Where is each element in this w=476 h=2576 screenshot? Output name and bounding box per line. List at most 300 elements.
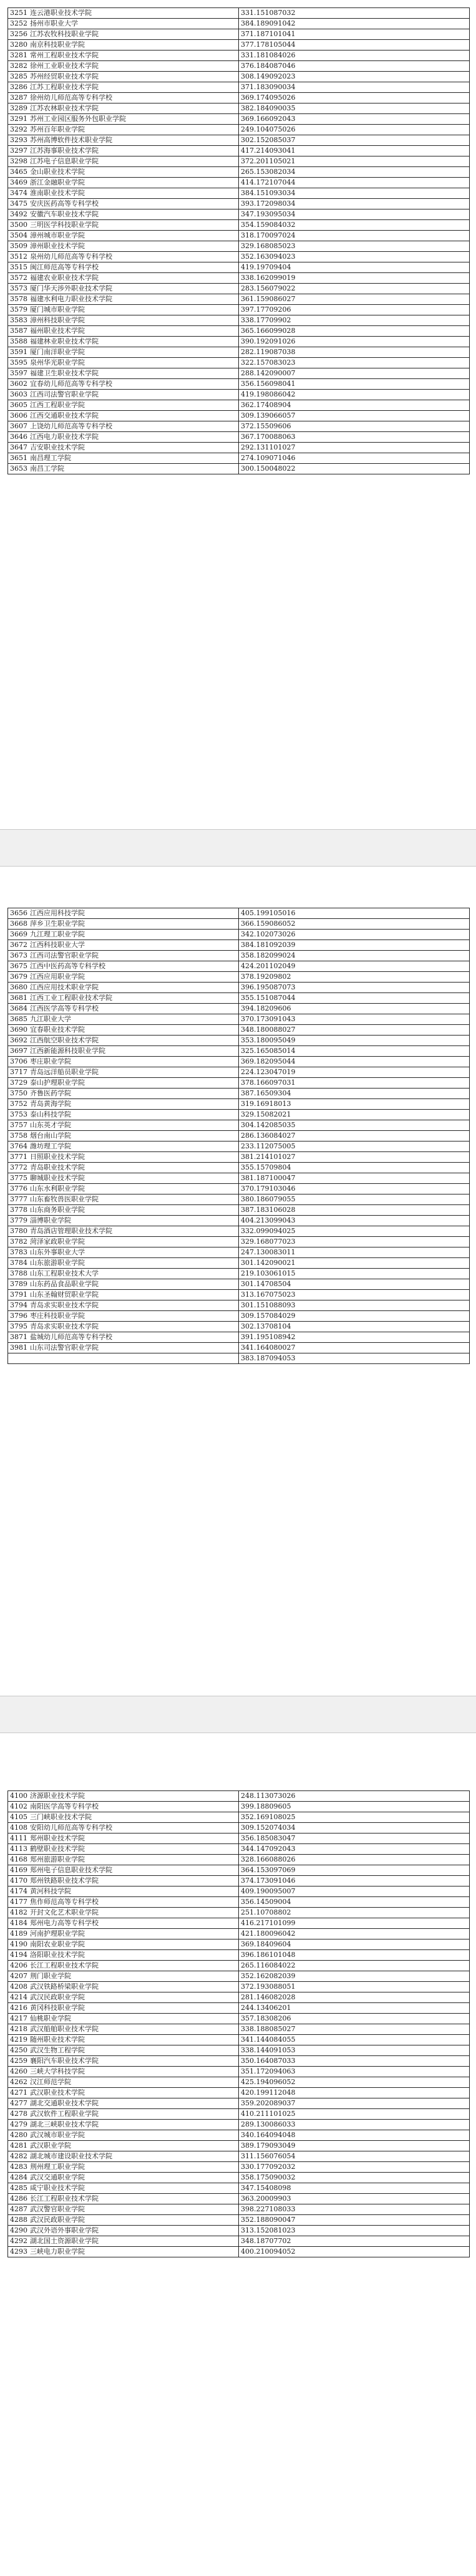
score-cell: 416.217101099 — [239, 1918, 470, 1929]
school-code: 3717 — [10, 1068, 27, 1076]
school-code: 4286 — [10, 2194, 27, 2203]
school-code: 3252 — [10, 19, 27, 27]
table-row — [8, 368, 470, 379]
school-name: 济源职业技术学院 — [30, 1792, 85, 1800]
school-cell — [8, 443, 239, 453]
school-name: 郑州职业技术学院 — [30, 1834, 85, 1842]
school-cell — [8, 1950, 239, 1961]
school-cell — [8, 284, 239, 294]
table-row — [8, 1184, 470, 1194]
school-cell — [8, 972, 239, 983]
score-cell: 357.18308206 — [239, 2014, 470, 2024]
school-cell — [8, 908, 239, 919]
school-name: 山东工程职业技术大学 — [30, 1269, 99, 1277]
score-cell: 353.180095049 — [239, 1036, 470, 1046]
school-cell — [8, 2130, 239, 2141]
school-name: 襄阳汽车职业技术学院 — [30, 2057, 99, 2065]
school-code: 3672 — [10, 941, 27, 949]
score-cell: 421.180096042 — [239, 1929, 470, 1939]
score-cell: 249.104075026 — [239, 125, 470, 135]
school-code: 3753 — [10, 1110, 27, 1118]
school-name: 上饶幼儿师范高等专科学校 — [30, 422, 112, 430]
school-code: 4262 — [10, 2078, 27, 2086]
school-code: 3706 — [10, 1057, 27, 1065]
school-code: 3515 — [10, 263, 27, 271]
school-name: 长江工程职业技术学院 — [30, 2194, 99, 2203]
table-row — [8, 1982, 470, 1992]
school-cell — [8, 1110, 239, 1120]
table-row — [8, 1300, 470, 1311]
table-row — [8, 2226, 470, 2236]
school-name: 潍坊理工学院 — [30, 1142, 71, 1150]
table-row — [8, 262, 470, 273]
school-cell — [8, 1194, 239, 1205]
school-name: 开封文化艺术职业学院 — [30, 1908, 99, 1916]
school-name: 江苏电子信息职业学院 — [30, 157, 99, 165]
score-cell: 311.156076054 — [239, 2151, 470, 2162]
score-cell: 318.170097024 — [239, 231, 470, 241]
score-cell: 424.201102049 — [239, 961, 470, 972]
score-cell: 417.214093041 — [239, 146, 470, 156]
school-cell — [8, 1269, 239, 1279]
table-row — [8, 1173, 470, 1184]
table-row — [8, 400, 470, 411]
school-name: 齐鲁医药学院 — [30, 1089, 71, 1097]
school-cell — [8, 1226, 239, 1237]
school-cell — [8, 379, 239, 390]
school-name: 青岛求实职业技术学院 — [30, 1322, 99, 1330]
score-cell: 281.146082028 — [239, 1992, 470, 2003]
school-name: 仙桃职业学院 — [30, 2014, 71, 2022]
school-code: 4170 — [10, 1877, 27, 1885]
school-code: 3298 — [10, 157, 27, 165]
school-cell — [8, 464, 239, 474]
table-row — [8, 1992, 470, 2003]
table-row — [8, 93, 470, 103]
table-row — [8, 125, 470, 135]
school-name: 山东水利职业学院 — [30, 1185, 85, 1193]
school-name: 九江职业大学 — [30, 1015, 71, 1023]
school-cell — [8, 1908, 239, 1918]
school-code: 3782 — [10, 1238, 27, 1246]
table-row — [8, 1802, 470, 1812]
school-name: 武汉铁路桥梁职业学院 — [30, 1982, 99, 1991]
school-cell — [8, 1300, 239, 1311]
score-cell: 329.168077023 — [239, 1237, 470, 1247]
school-name: 三门峡职业技术学院 — [30, 1813, 92, 1821]
school-code: 4278 — [10, 2110, 27, 2118]
school-cell — [8, 961, 239, 972]
school-cell — [8, 1812, 239, 1823]
school-name: 江苏农牧科技职业学院 — [30, 30, 99, 38]
table-row — [8, 2098, 470, 2109]
school-name: 湖北交通职业技术学院 — [30, 2099, 99, 2107]
score-cell: 372.193088051 — [239, 1982, 470, 1992]
school-code: 4169 — [10, 1866, 27, 1874]
table-row — [8, 2130, 470, 2141]
score-cell: 338.144091053 — [239, 2045, 470, 2056]
table-row — [8, 2035, 470, 2045]
table-row — [8, 1067, 470, 1078]
school-name: 武汉民政职业学院 — [30, 2216, 85, 2224]
school-cell — [8, 1833, 239, 1844]
school-cell — [8, 2226, 239, 2236]
score-cell: 363.20009903 — [239, 2194, 470, 2204]
table-row — [8, 2194, 470, 2204]
school-code: 3668 — [10, 920, 27, 928]
school-cell — [8, 2120, 239, 2130]
school-cell — [8, 135, 239, 146]
school-code: 4293 — [10, 2247, 27, 2256]
score-cell: 301.14708504 — [239, 1279, 470, 1290]
score-cell: 419.198086042 — [239, 390, 470, 400]
score-cell: 302.152085037 — [239, 135, 470, 146]
school-code: 4217 — [10, 2014, 27, 2022]
school-cell — [8, 1279, 239, 1290]
score-cell: 308.149092023 — [239, 72, 470, 82]
school-cell — [8, 1057, 239, 1067]
score-cell: 248.113073026 — [239, 1791, 470, 1802]
table-row — [8, 940, 470, 951]
school-name: 江苏农林职业技术学院 — [30, 104, 99, 112]
school-cell — [8, 2151, 239, 2162]
school-code: 3292 — [10, 125, 27, 133]
table-row — [8, 1089, 470, 1099]
score-cell: 352.188090047 — [239, 2215, 470, 2226]
score-cell: 369.166092043 — [239, 114, 470, 125]
table-row — [8, 273, 470, 284]
school-cell — [8, 2088, 239, 2098]
school-name: 闽江师范高等专科学校 — [30, 263, 99, 271]
school-cell — [8, 1865, 239, 1876]
school-code: 3794 — [10, 1301, 27, 1309]
score-cell: 244.13406201 — [239, 2003, 470, 2014]
school-name: 山东英才学院 — [30, 1121, 71, 1129]
score-cell: 358.182099024 — [239, 951, 470, 961]
school-cell — [8, 273, 239, 284]
score-cell: 383.187094053 — [239, 1353, 470, 1364]
school-name: 湖北城市建设职业技术学院 — [30, 2152, 112, 2160]
score-cell: 358.175090032 — [239, 2173, 470, 2183]
score-cell: 369.174095026 — [239, 93, 470, 103]
table-row — [8, 2077, 470, 2088]
school-code: 3757 — [10, 1121, 27, 1129]
school-code: 3579 — [10, 305, 27, 314]
school-code: 3871 — [10, 1333, 27, 1341]
school-cell — [8, 1353, 239, 1364]
school-cell — [8, 1089, 239, 1099]
school-cell — [8, 453, 239, 464]
score-cell: 283.156079022 — [239, 284, 470, 294]
school-name: 浙江金融职业学院 — [30, 178, 85, 186]
table-row — [8, 1322, 470, 1332]
school-name: 江西司法警官职业学院 — [30, 390, 99, 398]
school-name: 山东药品食品职业学院 — [30, 1280, 99, 1288]
school-code: 4250 — [10, 2046, 27, 2054]
score-cell: 309.139066057 — [239, 411, 470, 421]
score-cell: 274.109071046 — [239, 453, 470, 464]
school-cell — [8, 2077, 239, 2088]
school-cell — [8, 337, 239, 347]
school-cell — [8, 220, 239, 231]
school-cell — [8, 167, 239, 178]
school-code: 3758 — [10, 1132, 27, 1140]
school-name: 泉州华光职业学院 — [30, 358, 85, 367]
school-name: 汉江师范学院 — [30, 2078, 71, 2086]
school-code: 4218 — [10, 2025, 27, 2033]
score-cell: 219.103061015 — [239, 1269, 470, 1279]
school-code: 3465 — [10, 168, 27, 176]
school-name: 郑州电力高等专科学校 — [30, 1919, 99, 1927]
score-cell: 372.201105021 — [239, 156, 470, 167]
school-cell — [8, 930, 239, 940]
school-name: 武汉民政职业学院 — [30, 1993, 85, 2001]
table-row — [8, 156, 470, 167]
score-cell: 304.142085035 — [239, 1120, 470, 1131]
score-cell: 372.15509606 — [239, 421, 470, 432]
school-code: 4168 — [10, 1855, 27, 1863]
school-code: 4284 — [10, 2173, 27, 2181]
school-cell — [8, 2247, 239, 2257]
score-cell: 344.147092043 — [239, 1844, 470, 1855]
score-cell: 396.195087073 — [239, 983, 470, 993]
score-cell: 376.184087046 — [239, 61, 470, 72]
school-name: 常州工程职业技术学院 — [30, 51, 99, 59]
school-cell — [8, 2141, 239, 2151]
table-row — [8, 1791, 470, 1802]
score-cell: 313.152081023 — [239, 2226, 470, 2236]
school-cell — [8, 326, 239, 337]
score-cell: 330.177092032 — [239, 2162, 470, 2173]
score-cell: 369.18409604 — [239, 1939, 470, 1950]
score-cell: 397.17709206 — [239, 305, 470, 315]
table-row — [8, 2204, 470, 2215]
school-cell — [8, 368, 239, 379]
table-row — [8, 19, 470, 29]
table-row — [8, 1950, 470, 1961]
school-code: 3729 — [10, 1079, 27, 1087]
score-cell: 251.10708802 — [239, 1908, 470, 1918]
school-name: 江西应用技术职业学院 — [30, 983, 99, 991]
score-cell: 265.116084022 — [239, 1961, 470, 1971]
school-code: 3675 — [10, 962, 27, 970]
table-row — [8, 1332, 470, 1343]
school-name: 宜春职业技术学院 — [30, 1026, 85, 1034]
school-cell — [8, 1897, 239, 1908]
school-code: 3752 — [10, 1100, 27, 1108]
table-row — [8, 2183, 470, 2194]
table-row — [8, 1141, 470, 1152]
school-cell — [8, 188, 239, 199]
school-cell — [8, 40, 239, 50]
table-row — [8, 29, 470, 40]
score-cell: 356.156098041 — [239, 379, 470, 390]
school-name: 咸宁职业技术学院 — [30, 2184, 85, 2192]
table-row — [8, 1918, 470, 1929]
table-row — [8, 1823, 470, 1833]
school-name: 漳州城市职业学院 — [30, 231, 85, 239]
school-cell — [8, 1343, 239, 1353]
school-code: 3778 — [10, 1206, 27, 1214]
school-code: 3679 — [10, 973, 27, 981]
school-name: 江西航空职业技术学院 — [30, 1036, 99, 1044]
school-code: 3777 — [10, 1195, 27, 1203]
school-name: 郑州旅游职业学院 — [30, 1855, 85, 1863]
table-row — [8, 1046, 470, 1057]
school-cell — [8, 2024, 239, 2035]
school-cell — [8, 2067, 239, 2077]
school-name: 山东圣翰财贸职业学院 — [30, 1290, 99, 1299]
score-cell: 382.184090035 — [239, 103, 470, 114]
score-cell: 378.19209802 — [239, 972, 470, 983]
page-separator-1 — [0, 829, 476, 867]
school-code: 3504 — [10, 231, 27, 239]
score-cell: 384.151093034 — [239, 188, 470, 199]
school-cell — [8, 1791, 239, 1802]
school-name: 福建农业职业技术学院 — [30, 274, 99, 282]
school-name: 荆门职业学院 — [30, 1972, 71, 1980]
school-code: 3607 — [10, 422, 27, 430]
score-cell: 364.153097069 — [239, 1865, 470, 1876]
score-cell: 348.18707702 — [239, 2236, 470, 2247]
school-cell — [8, 241, 239, 252]
school-name: 南京科技职业学院 — [30, 41, 85, 49]
score-cell: 384.181092039 — [239, 940, 470, 951]
school-code: 3771 — [10, 1153, 27, 1161]
school-name: 山东外事职业大学 — [30, 1248, 85, 1256]
school-cell — [8, 50, 239, 61]
score-cell: 331.181084026 — [239, 50, 470, 61]
school-name: 山东畜牧兽医职业学院 — [30, 1195, 99, 1203]
table-row — [8, 432, 470, 443]
table-row — [8, 2067, 470, 2077]
score-table-2 — [7, 908, 470, 1364]
school-cell — [8, 8, 239, 19]
table-row — [8, 1078, 470, 1089]
school-name: 三明医学科技职业学院 — [30, 221, 99, 229]
table-row — [8, 1025, 470, 1036]
school-code: 3256 — [10, 30, 27, 38]
school-cell — [8, 400, 239, 411]
school-code: 3282 — [10, 62, 27, 70]
school-name: 河南护理职业学院 — [30, 1930, 85, 1938]
score-cell: 355.15709804 — [239, 1163, 470, 1173]
table-row — [8, 983, 470, 993]
school-code: 4194 — [10, 1951, 27, 1959]
score-cell: 309.152074034 — [239, 1823, 470, 1833]
table-row — [8, 2056, 470, 2067]
table-row — [8, 2141, 470, 2151]
score-cell: 322.157083023 — [239, 358, 470, 368]
table-row — [8, 2024, 470, 2035]
school-name: 厦门城市职业学院 — [30, 305, 85, 314]
school-code: 3572 — [10, 274, 27, 282]
school-code: 4111 — [10, 1834, 27, 1842]
school-code: 3474 — [10, 189, 27, 197]
school-code: 4292 — [10, 2237, 27, 2245]
table-row — [8, 1226, 470, 1237]
school-cell — [8, 2204, 239, 2215]
school-name: 聊城职业技术学院 — [30, 1174, 85, 1182]
table-row — [8, 358, 470, 368]
school-code: 3795 — [10, 1322, 27, 1330]
school-name: 泰山护理职业学院 — [30, 1079, 85, 1087]
table-row — [8, 178, 470, 188]
score-cell: 425.194096052 — [239, 2077, 470, 2088]
school-code: 3293 — [10, 136, 27, 144]
document-page-1 — [0, 0, 476, 829]
school-code: 4177 — [10, 1898, 27, 1906]
school-name: 苏州工业园区服务外包职业学院 — [30, 115, 126, 123]
school-code: 3692 — [10, 1036, 27, 1044]
school-code: 3656 — [10, 909, 27, 917]
school-name: 江西司法警官职业学院 — [30, 951, 99, 959]
table-row — [8, 2151, 470, 2162]
school-cell — [8, 103, 239, 114]
school-name: 武汉交通职业学院 — [30, 2173, 85, 2181]
score-cell: 352.163094023 — [239, 252, 470, 262]
school-cell — [8, 2109, 239, 2120]
school-name: 江西交通职业技术学院 — [30, 411, 99, 420]
school-code: 3475 — [10, 199, 27, 208]
school-cell — [8, 951, 239, 961]
school-code: 3578 — [10, 295, 27, 303]
table-row — [8, 1269, 470, 1279]
school-code: 4219 — [10, 2035, 27, 2044]
school-name: 焦作师范高等专科学校 — [30, 1898, 99, 1906]
school-code: 3685 — [10, 1015, 27, 1023]
table-row — [8, 1961, 470, 1971]
table-row — [8, 1929, 470, 1939]
document-page-3 — [0, 1733, 476, 2576]
school-code: 4208 — [10, 1982, 27, 1991]
table-row — [8, 326, 470, 337]
school-code: 4214 — [10, 1993, 27, 2001]
score-cell: 367.170088063 — [239, 432, 470, 443]
school-cell — [8, 1014, 239, 1025]
score-cell: 292.131101027 — [239, 443, 470, 453]
school-code: 3750 — [10, 1089, 27, 1097]
school-name: 黄河科技学院 — [30, 1887, 71, 1895]
table-row — [8, 1216, 470, 1226]
school-code: 4216 — [10, 2004, 27, 2012]
score-cell: 370.173091043 — [239, 1014, 470, 1025]
school-cell — [8, 2056, 239, 2067]
school-name: 武汉软件工程职业学院 — [30, 2110, 99, 2118]
school-cell — [8, 2183, 239, 2194]
school-cell — [8, 125, 239, 135]
school-name: 九江理工职业学院 — [30, 930, 85, 938]
school-name: 青岛远洋船员职业学院 — [30, 1068, 99, 1076]
school-code: 3602 — [10, 380, 27, 388]
table-row — [8, 284, 470, 294]
table-row — [8, 1057, 470, 1067]
school-cell — [8, 1067, 239, 1078]
school-name: 郑州电子信息职业技术学院 — [30, 1866, 112, 1874]
school-name: 安庆医药高等专科学校 — [30, 199, 99, 208]
school-cell — [8, 2014, 239, 2024]
table-row — [8, 188, 470, 199]
score-cell: 390.192091026 — [239, 337, 470, 347]
school-cell — [8, 1823, 239, 1833]
school-code: 3779 — [10, 1216, 27, 1224]
table-row — [8, 337, 470, 347]
school-name: 武汉外语外事职业学院 — [30, 2226, 99, 2234]
school-code: 3690 — [10, 1026, 27, 1034]
table-row — [8, 294, 470, 305]
school-cell — [8, 2194, 239, 2204]
school-name: 南昌工学院 — [30, 464, 64, 473]
